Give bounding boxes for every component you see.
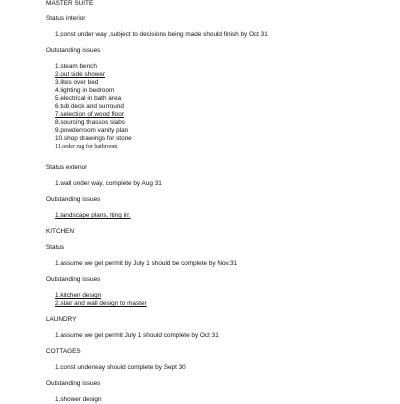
issue-item: 9.powderroom vanity plan xyxy=(55,127,129,134)
kitchen-status-item: 1.assume we get permit by July 1 should be complete by Nov.31 xyxy=(55,260,238,267)
status-exterior-label: Status exterior xyxy=(46,164,88,171)
laundry-status-item: 1.assume we get permit July 1 should complete by Oct 31 xyxy=(55,332,219,339)
kitchen-status-label: Status xyxy=(46,244,65,251)
issue-item: 1.steam bench xyxy=(55,63,97,70)
issue-item: 11.order rug for bathroom xyxy=(55,144,118,150)
status-exterior-item: 1.wall under way, complete by Aug 31 xyxy=(55,180,162,187)
kitchen-issues-label: Outstanding issues xyxy=(46,276,101,283)
issue-item: 4.lighting in bedroom xyxy=(55,87,115,94)
issue-item: 7.selection of wood floor xyxy=(55,111,124,118)
kitchen-issue-item: 2.stair and wall design to master xyxy=(55,300,147,307)
master-suite-heading: MASTER SUITE xyxy=(46,0,94,7)
exterior-issues-label: Outstanding issues xyxy=(46,196,101,203)
cottages-heading: COTTAGES xyxy=(46,348,81,355)
issue-item: 10.shop drawings for stone xyxy=(55,135,132,142)
outstanding-issues-label: Outstanding issues xyxy=(46,47,101,54)
kitchen-heading: KITCHEN xyxy=(46,228,75,235)
status-interior-item: 1.const under way ,subject to decisions being made should finish by Oct 31 xyxy=(55,31,268,38)
exterior-issue-item: 1.landscape plans, lting irr. xyxy=(55,212,131,219)
kitchen-issue-item: 1.kitchen design xyxy=(55,292,102,299)
cottages-issue-item: 1.shower design xyxy=(55,396,102,403)
cottages-status-item: 1.const underway should complete by Sept 30 xyxy=(55,364,186,371)
issue-item: 3.lites over bed xyxy=(55,79,99,86)
laundry-heading: LAUNDRY xyxy=(46,316,77,323)
issue-item: 6.tub deck and surround xyxy=(55,103,124,110)
status-interior-label: Status interior xyxy=(46,15,86,22)
cottages-issues-label: Outstanding issues xyxy=(46,380,101,387)
issue-item: 8.sourcing thassos slabs xyxy=(55,119,125,126)
issue-item: 2.out side shower xyxy=(55,71,106,78)
issue-item: 5.electrical in bath area xyxy=(55,95,122,102)
